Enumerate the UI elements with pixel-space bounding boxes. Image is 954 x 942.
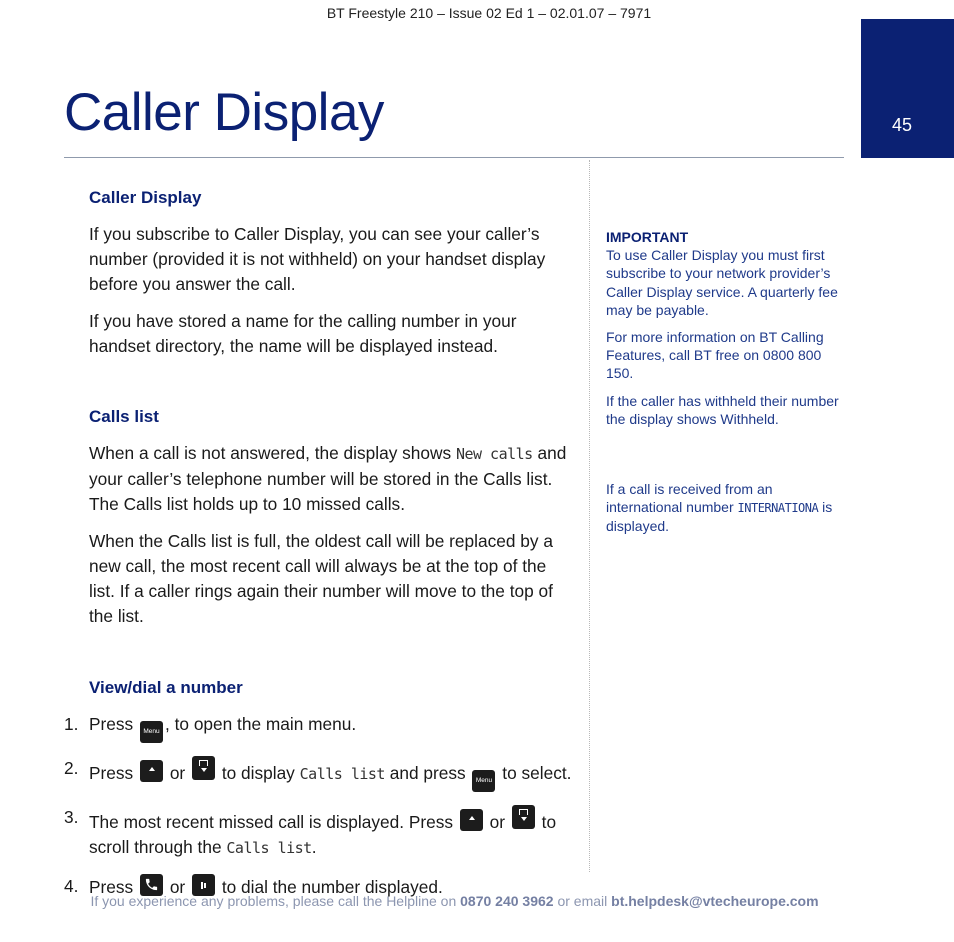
calls-list-paragraph-2: When the Calls list is full, the oldest call will be replaced by a new call, the most recent call will always be at the top of the list. If a caller rings again their number will move to the top of the list. bbox=[89, 531, 553, 626]
title-divider bbox=[64, 157, 844, 158]
page-tab bbox=[861, 19, 954, 158]
calls-list-paragraph-1: When a call is not answered, the display shows New calls and your caller’s telephone number will be stored in the Calls list. The Calls list holds up to 10 missed calls. bbox=[89, 443, 567, 514]
down-arrow-key-icon bbox=[192, 756, 215, 780]
page-number: 45 bbox=[891, 115, 913, 135]
menu-key-icon: Menu bbox=[140, 721, 163, 743]
section-heading-calls-list: Calls list bbox=[89, 407, 159, 426]
step-1: 1. Press Menu , to open the main menu. bbox=[89, 712, 575, 743]
down-arrow-key-icon bbox=[512, 805, 535, 829]
helpdesk-email[interactable]: bt.helpdesk@vtecheurope.com bbox=[611, 893, 819, 909]
step-4: 4. Press or to dial the number displayed. bbox=[64, 876, 443, 897]
helpline-phone: 0870 240 3962 bbox=[460, 893, 554, 909]
more-info-note: For more information on BT Calling Features, call BT free on 0800 800 150. bbox=[606, 329, 824, 382]
up-arrow-key-icon bbox=[140, 760, 163, 782]
lcd-internationa: INTERNATIONA bbox=[737, 501, 819, 516]
caller-display-paragraph-2: If you have stored a name for the calling number in your handset directory, the name will be displayed instead. bbox=[89, 311, 517, 356]
up-arrow-key-icon bbox=[460, 809, 483, 831]
step-list bbox=[64, 712, 575, 900]
page-title: Caller Display bbox=[64, 83, 384, 142]
lcd-calls-list: Calls list bbox=[226, 839, 312, 857]
document-meta: BT Freestyle 210 – Issue 02 Ed 1 – 02.01.07 – 7971 bbox=[326, 5, 652, 21]
helpline-footer: If you experience any problems, please call the Helpline on 0870 240 3962 or email bt.helpdesk@vtecheurope.com bbox=[90, 893, 819, 909]
column-divider bbox=[589, 160, 590, 872]
main-column bbox=[64, 188, 575, 913]
lcd-new-calls: New calls bbox=[455, 445, 533, 463]
section-heading-caller-display: Caller Display bbox=[89, 188, 202, 207]
section-heading-view-dial: View/dial a number bbox=[89, 678, 243, 697]
step-3: 3. The most recent missed call is displayed. Press or to scroll through the Calls list. bbox=[64, 807, 557, 857]
menu-key-icon: Menu bbox=[472, 770, 495, 792]
international-note: If a call is received from an international number INTERNATIONA is displayed. bbox=[606, 481, 833, 535]
withheld-note: If the caller has withheld their number the display shows Withheld. bbox=[606, 392, 839, 427]
sidebar-notes bbox=[606, 228, 846, 545]
important-text: To use Caller Display you must first subscribe to your network provider’s Caller Display service. A quarterly fee may be payable. bbox=[606, 247, 838, 318]
lcd-calls-list: Calls list bbox=[299, 765, 385, 783]
important-label: IMPORTANT bbox=[606, 229, 689, 245]
caller-display-paragraph-1: If you subscribe to Caller Display, you can see your caller’s number (provided it is not withheld) on your handset display before you answer the call. bbox=[89, 224, 546, 294]
step-2: 2. Press or to display Calls list and press Menu to select. bbox=[89, 756, 575, 792]
important-note bbox=[606, 228, 846, 319]
